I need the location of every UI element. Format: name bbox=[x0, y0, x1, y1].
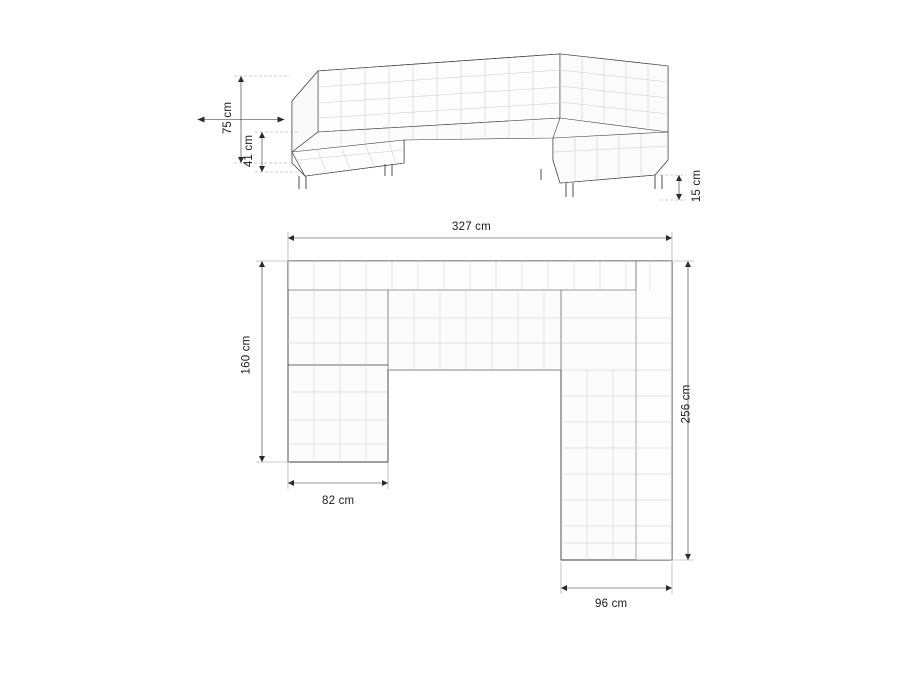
perspective-view bbox=[292, 54, 668, 197]
dimension-label-leg-height: 15 cm bbox=[691, 169, 704, 203]
top-view-sofa-outline bbox=[288, 261, 672, 560]
dimension-label-depth-left: 160 cm bbox=[240, 335, 253, 375]
dimension-label-height-total: 75 cm bbox=[222, 101, 235, 135]
dimension-label-chaise-width: 82 cm bbox=[322, 495, 355, 507]
perspective-sofa-body bbox=[292, 54, 668, 197]
dimension-label-depth-total-right: 256 cm bbox=[680, 384, 693, 424]
dimension-label-seat-height: 41 cm bbox=[243, 134, 256, 168]
dimension-label-width-total: 327 cm bbox=[452, 221, 491, 233]
top-view bbox=[288, 261, 672, 560]
dimension-label-arm-depth: 96 cm bbox=[595, 598, 628, 610]
